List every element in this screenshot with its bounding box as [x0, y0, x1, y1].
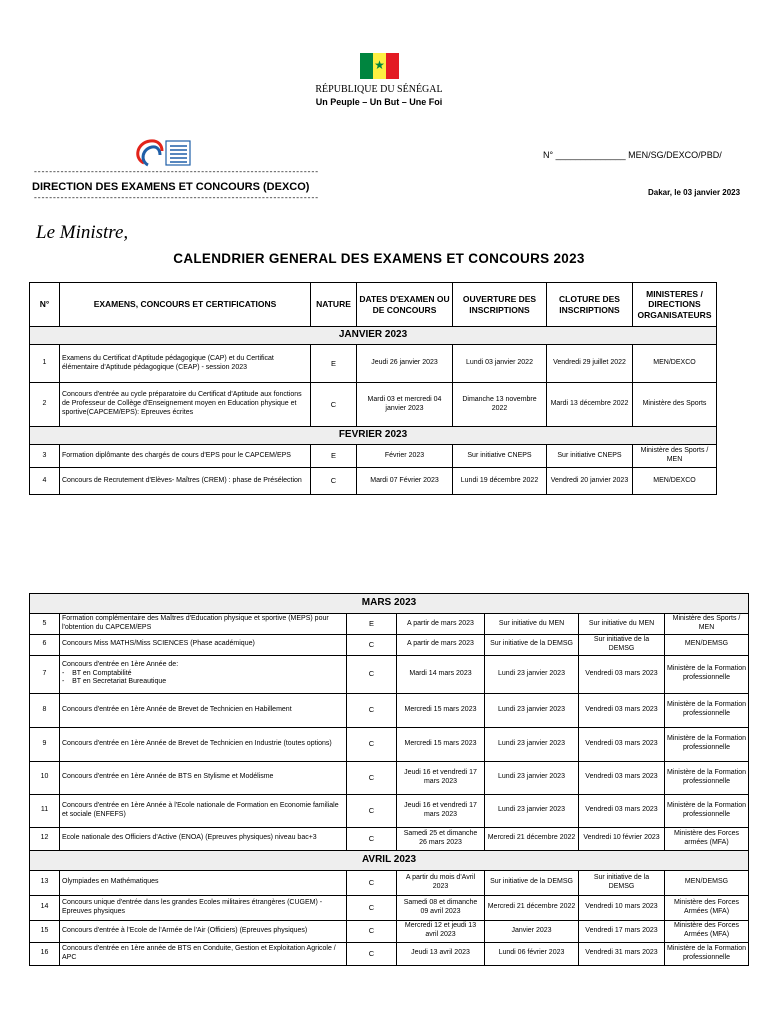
month-label: AVRIL 2023: [30, 850, 749, 870]
exam-date-cell: Février 2023: [357, 445, 453, 468]
row-number-cell: 10: [30, 761, 60, 794]
registration-close-cell: Sur initiative CNEPS: [547, 445, 633, 468]
table-row: [30, 345, 717, 383]
row-number-cell: 1: [30, 345, 60, 383]
nature-cell: C: [347, 693, 397, 727]
exam-name-text: Concours d'entrée en 1ère Année de:: [62, 660, 179, 668]
nature-cell: C: [311, 468, 357, 495]
nature-cell: C: [311, 383, 357, 427]
registration-close-cell: Mardi 13 décembre 2022: [547, 383, 633, 427]
registration-open-cell: Lundi 23 janvier 2023: [485, 761, 579, 794]
col-header-opening: OUVERTURE DES INSCRIPTIONS: [453, 283, 547, 327]
table-row: [30, 693, 749, 727]
exam-name-cell: Concours unique d'entrée dans les grandes Ecoles militaires étrangères (CUGEM) - Epreuves physiques: [60, 895, 347, 920]
registration-open-cell: Dimanche 13 novembre 2022: [453, 383, 547, 427]
table-row: [30, 794, 749, 827]
registration-open-cell: Sur initiative de la DEMSG: [485, 635, 579, 656]
registration-open-cell: Lundi 23 janvier 2023: [485, 655, 579, 693]
month-label: FEVRIER 2023: [30, 427, 717, 445]
table-body-1: [30, 327, 717, 495]
exam-name-cell: Formation diplômante des chargés de cours d'EPS pour le CAPCEM/EPS: [60, 445, 311, 468]
exam-name-cell: Concours d'entrée en 1ère Année à l'Ecole nationale de Formation en Economie familiale et sociale (ENFEFS): [60, 794, 347, 827]
col-header-dates: DATES D'EXAMEN OU DE CONCOURS: [357, 283, 453, 327]
exam-date-cell: Jeudi 13 avril 2023: [397, 942, 485, 965]
table-row: [30, 468, 717, 495]
ministry-cell: MEN/DEMSG: [665, 635, 749, 656]
nature-cell: C: [347, 794, 397, 827]
registration-close-cell: Vendredi 03 mars 2023: [579, 727, 665, 761]
registration-close-cell: Vendredi 03 mars 2023: [579, 693, 665, 727]
col-header-nature: NATURE: [311, 283, 357, 327]
nature-cell: C: [347, 655, 397, 693]
table-row: [30, 920, 749, 942]
table-row: [30, 445, 717, 468]
exam-date-cell: Samedi 08 et dimanche 09 avril 2023: [397, 895, 485, 920]
registration-open-cell: Janvier 2023: [485, 920, 579, 942]
registration-open-cell: Mercredi 21 décembre 2022: [485, 895, 579, 920]
exam-date-cell: Mercredi 15 mars 2023: [397, 693, 485, 727]
ministry-cell: Ministère de la Formation professionnelle: [665, 693, 749, 727]
document-date: Dakar, le 03 janvier 2023: [648, 188, 741, 197]
table-row: [30, 655, 749, 693]
exam-name-cell: Formation complémentaire des Maîtres d'Education physique et sportive (MEPS) pour l'obtention du CAPCEM/EPS: [60, 614, 347, 635]
registration-close-cell: Sur initiative de la DEMSG: [579, 870, 665, 895]
row-number-cell: 5: [30, 614, 60, 635]
month-label: JANVIER 2023: [30, 327, 717, 345]
nature-cell: C: [347, 920, 397, 942]
row-number-cell: 4: [30, 468, 60, 495]
exam-name-cell: Concours Miss MATHS/Miss SCIENCES (Phase académique): [60, 635, 347, 656]
exam-date-cell: Jeudi 26 janvier 2023: [357, 345, 453, 383]
month-header-row: [30, 850, 749, 870]
registration-open-cell: Lundi 23 janvier 2023: [485, 693, 579, 727]
month-header-row: [30, 594, 749, 614]
nature-cell: E: [311, 445, 357, 468]
nature-cell: E: [311, 345, 357, 383]
row-number-cell: 15: [30, 920, 60, 942]
registration-open-cell: Sur initiative CNEPS: [453, 445, 547, 468]
table-row: [30, 827, 749, 850]
row-number-cell: 7: [30, 655, 60, 693]
dexco-logo: [132, 137, 200, 169]
registration-open-cell: Lundi 19 décembre 2022: [453, 468, 547, 495]
exam-name-cell: Concours d'entrée en 1ère Année de BTS en Stylisme et Modélisme: [60, 761, 347, 794]
exam-name-cell: Ecole nationale des Officiers d'Active (ENOA) (Epreuves physiques) niveau bac+3: [60, 827, 347, 850]
registration-close-cell: Sur initiative de la DEMSG: [579, 635, 665, 656]
registration-open-cell: Sur initiative du MEN: [485, 614, 579, 635]
ministry-cell: MEN/DEMSG: [665, 870, 749, 895]
table-row: [30, 727, 749, 761]
registration-open-cell: Mercredi 21 décembre 2022: [485, 827, 579, 850]
exam-option-text: BT en Comptabilité: [72, 669, 132, 677]
republic-name: RÉPUBLIQUE DU SÉNÉGAL: [315, 84, 443, 95]
row-number-cell: 2: [30, 383, 60, 427]
exam-date-cell: Jeudi 16 et vendredi 17 mars 2023: [397, 761, 485, 794]
row-number-cell: 8: [30, 693, 60, 727]
exam-date-cell: Mardi 14 mars 2023: [397, 655, 485, 693]
registration-close-cell: Vendredi 03 mars 2023: [579, 794, 665, 827]
nature-cell: C: [347, 942, 397, 965]
nature-cell: E: [347, 614, 397, 635]
row-number-cell: 6: [30, 635, 60, 656]
separator-line-bottom: ---------------------------------------------------------------------------: [33, 194, 319, 203]
exam-name-cell: Concours d'entrée à l'Ecole de l'Armée de l'Air (Officiers) (Epreuves physiques): [60, 920, 347, 942]
exam-date-cell: A partir de mars 2023: [397, 614, 485, 635]
ministry-cell: Ministère des Sports: [633, 383, 717, 427]
nature-cell: C: [347, 635, 397, 656]
star-icon: ★: [374, 58, 385, 72]
registration-open-cell: Sur initiative de la DEMSG: [485, 870, 579, 895]
registration-close-cell: Vendredi 29 juillet 2022: [547, 345, 633, 383]
ministry-cell: MEN/DEXCO: [633, 468, 717, 495]
exam-name-cell: Concours d'entrée au cycle préparatoire du Certificat d'Aptitude aux fonctions de Professeur de Collège d'Enseignement moyen en Education physique et sportive(CAPCEM/EPS): Epreuves écrites: [60, 383, 311, 427]
exam-date-cell: A partir du mois d'Avril 2023: [397, 870, 485, 895]
registration-close-cell: Vendredi 10 mars 2023: [579, 895, 665, 920]
table-row: [30, 761, 749, 794]
row-number-cell: 16: [30, 942, 60, 965]
list-bullet: -: [62, 669, 73, 677]
nature-cell: C: [347, 895, 397, 920]
row-number-cell: 11: [30, 794, 60, 827]
col-header-closing: CLOTURE DES INSCRIPTIONS: [547, 283, 633, 327]
senegal-flag: [360, 53, 399, 79]
ministry-cell: Ministère de la Formation professionnelle: [665, 727, 749, 761]
ministry-cell: MEN/DEXCO: [633, 345, 717, 383]
calendar-table-1: [29, 282, 717, 495]
exam-date-cell: Mercredi 15 mars 2023: [397, 727, 485, 761]
separator-line-top: ---------------------------------------------------------------------------: [33, 168, 319, 177]
registration-open-cell: Lundi 23 janvier 2023: [485, 794, 579, 827]
exam-name-cell: [60, 655, 347, 693]
direction-name: DIRECTION DES EXAMENS ET CONCOURS (DEXCO): [32, 181, 310, 193]
exam-name-cell: Examens du Certificat d'Aptitude pédagogique (CAP) et du Certificat élémentaire d'Aptitude pédagogique (CEAP) - session 2023: [60, 345, 311, 383]
exam-date-cell: Jeudi 16 et vendredi 17 mars 2023: [397, 794, 485, 827]
table-row: [30, 635, 749, 656]
registration-close-cell: Vendredi 03 mars 2023: [579, 655, 665, 693]
ministry-cell: Ministère de la Formation professionnelle: [665, 794, 749, 827]
row-number-cell: 12: [30, 827, 60, 850]
registration-close-cell: Vendredi 17 mars 2023: [579, 920, 665, 942]
exam-name-cell: Olympiades en Mathématiques: [60, 870, 347, 895]
exam-name-cell: Concours de Recrutement d'Elèves- Maîtres (CREM) : phase de Présélection: [60, 468, 311, 495]
registration-close-cell: Sur initiative du MEN: [579, 614, 665, 635]
exam-name-cell: Concours d'entrée en 1ère année de BTS en Conduite, Gestion et Exploitation Agricole / APC: [60, 942, 347, 965]
ministry-cell: Ministère de la Formation professionnelle: [665, 942, 749, 965]
nature-cell: C: [347, 870, 397, 895]
nature-cell: C: [347, 727, 397, 761]
row-number-cell: 14: [30, 895, 60, 920]
exam-option-text: BT en Secretariat Bureautique: [72, 678, 167, 686]
page-title: CALENDRIER GENERAL DES EXAMENS ET CONCOURS 2023: [173, 251, 585, 266]
col-header-exam: EXAMENS, CONCOURS ET CERTIFICATIONS: [60, 283, 311, 327]
registration-close-cell: Vendredi 10 février 2023: [579, 827, 665, 850]
ministry-cell: Ministère de la Formation professionnelle: [665, 655, 749, 693]
registration-open-cell: Lundi 06 février 2023: [485, 942, 579, 965]
table-body-2: [30, 594, 749, 966]
list-bullet: -: [62, 678, 73, 686]
ministry-cell: Ministère des Sports / MEN: [633, 445, 717, 468]
exam-date-cell: Mardi 03 et mercredi 04 janvier 2023: [357, 383, 453, 427]
nature-cell: C: [347, 761, 397, 794]
ministry-cell: Ministère des Forces armées (MFA): [665, 827, 749, 850]
month-header-row: [30, 427, 717, 445]
exam-name-cell: Concours d'entrée en 1ère Année de Brevet de Technicien en Industrie (toutes options): [60, 727, 347, 761]
calendar-table-2: [29, 593, 749, 966]
table-row: [30, 942, 749, 965]
table-row: [30, 895, 749, 920]
table-row: [30, 870, 749, 895]
row-number-cell: 3: [30, 445, 60, 468]
table-row: [30, 614, 749, 635]
table-row: [30, 383, 717, 427]
month-header-row: [30, 327, 717, 345]
reference-number: N° ______________ MEN/SG/DEXCO/PBD/: [543, 150, 722, 160]
registration-open-cell: Lundi 23 janvier 2023: [485, 727, 579, 761]
row-number-cell: 13: [30, 870, 60, 895]
registration-open-cell: Lundi 03 janvier 2022: [453, 345, 547, 383]
month-label: MARS 2023: [30, 594, 749, 614]
row-number-cell: 9: [30, 727, 60, 761]
col-header-num: N°: [30, 283, 60, 327]
table-header-row: [30, 283, 717, 327]
national-motto: Un Peuple – Un But – Une Foi: [315, 97, 443, 107]
registration-close-cell: Vendredi 03 mars 2023: [579, 761, 665, 794]
ministry-cell: Ministère des Sports / MEN: [665, 614, 749, 635]
exam-date-cell: Mercredi 12 et jeudi 13 avril 2023: [397, 920, 485, 942]
signature-line: Le Ministre,: [36, 222, 129, 243]
nature-cell: C: [347, 827, 397, 850]
ministry-cell: Ministère des Forces Armées (MFA): [665, 895, 749, 920]
exam-date-cell: Mardi 07 Février 2023: [357, 468, 453, 495]
ministry-cell: Ministère de la Formation professionnelle: [665, 761, 749, 794]
col-header-ministry: MINISTERES / DIRECTIONS ORGANISATEURS: [633, 283, 717, 327]
exam-name-cell: Concours d'entrée en 1ère Année de Brevet de Technicien en Habillement: [60, 693, 347, 727]
registration-close-cell: Vendredi 20 janvier 2023: [547, 468, 633, 495]
ministry-cell: Ministère des Forces Armées (MFA): [665, 920, 749, 942]
exam-date-cell: Samedi 25 et dimanche 26 mars 2023: [397, 827, 485, 850]
exam-date-cell: A partir de mars 2023: [397, 635, 485, 656]
registration-close-cell: Vendredi 31 mars 2023: [579, 942, 665, 965]
